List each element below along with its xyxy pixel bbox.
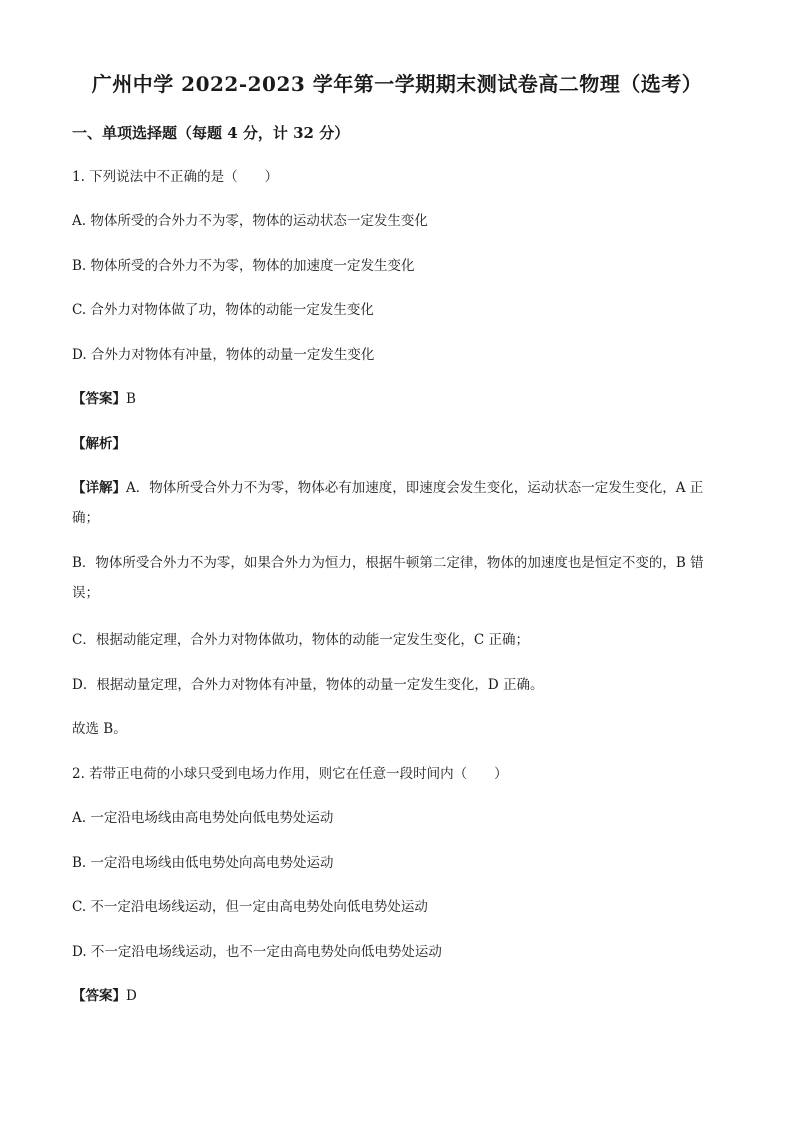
answer-value: D (126, 988, 137, 1004)
detail-tag: 【详解】 (72, 480, 126, 496)
detail-b: B．物体所受合外力不为零，如果合外力为恒力，根据牛顿第二定律，物体的加速度也是恒定不变的，B 错误； (72, 555, 704, 601)
question-2-answer (72, 987, 137, 1005)
question-1-option-b: B. 物体所受的合外力不为零，物体的加速度一定发生变化 (72, 258, 415, 274)
detail-a (72, 473, 722, 533)
question-2-stem: 2. 若带正电荷的小球只受到电场力作用，则它在任意一段时间内（ ） (72, 766, 508, 782)
detail-d: D．根据动量定理，合外力对物体有冲量，物体的动量一定发生变化，D 正确。 (72, 677, 544, 693)
analysis-tag: 【解析】 (72, 436, 126, 452)
section-heading: 一、单项选择题（每题 4 分，计 32 分） (72, 124, 350, 142)
question-2-option-c: C. 不一定沿电场线运动，但一定由高电势处向低电势处运动 (72, 899, 428, 915)
question-2-option-b: B. 一定沿电场线由低电势处向高电势处运动 (72, 855, 334, 871)
answer-value: B (126, 391, 136, 407)
question-1-option-d: D. 合外力对物体有冲量，物体的动量一定发生变化 (72, 347, 375, 363)
conclusion: 故选 B。 (72, 721, 127, 737)
page-title: 广州中学 2022-2023 学年第一学期期末测试卷高二物理（选考） (91, 72, 703, 96)
question-2-option-a: A. 一定沿电场线由高电势处向低电势处运动 (72, 810, 334, 826)
question-1-stem: 1. 下列说法中不正确的是（ ） (72, 169, 279, 185)
detail-a-text: A．物体所受合外力不为零，物体必有加速度，即速度会发生变化，运动状态一定发生变化，A 正确； (72, 480, 704, 526)
question-2-option-d: D. 不一定沿电场线运动，也不一定由高电势处向低电势处运动 (72, 944, 442, 960)
detail-c: C．根据动能定理，合外力对物体做功，物体的动能一定发生变化，C 正确； (72, 632, 529, 648)
answer-tag: 【答案】 (72, 391, 126, 407)
answer-tag: 【答案】 (72, 988, 126, 1004)
question-1-answer (72, 390, 136, 408)
question-1-option-a: A. 物体所受的合外力不为零，物体的运动状态一定发生变化 (72, 213, 428, 229)
question-1-option-c: C. 合外力对物体做了功，物体的动能一定发生变化 (72, 302, 374, 318)
